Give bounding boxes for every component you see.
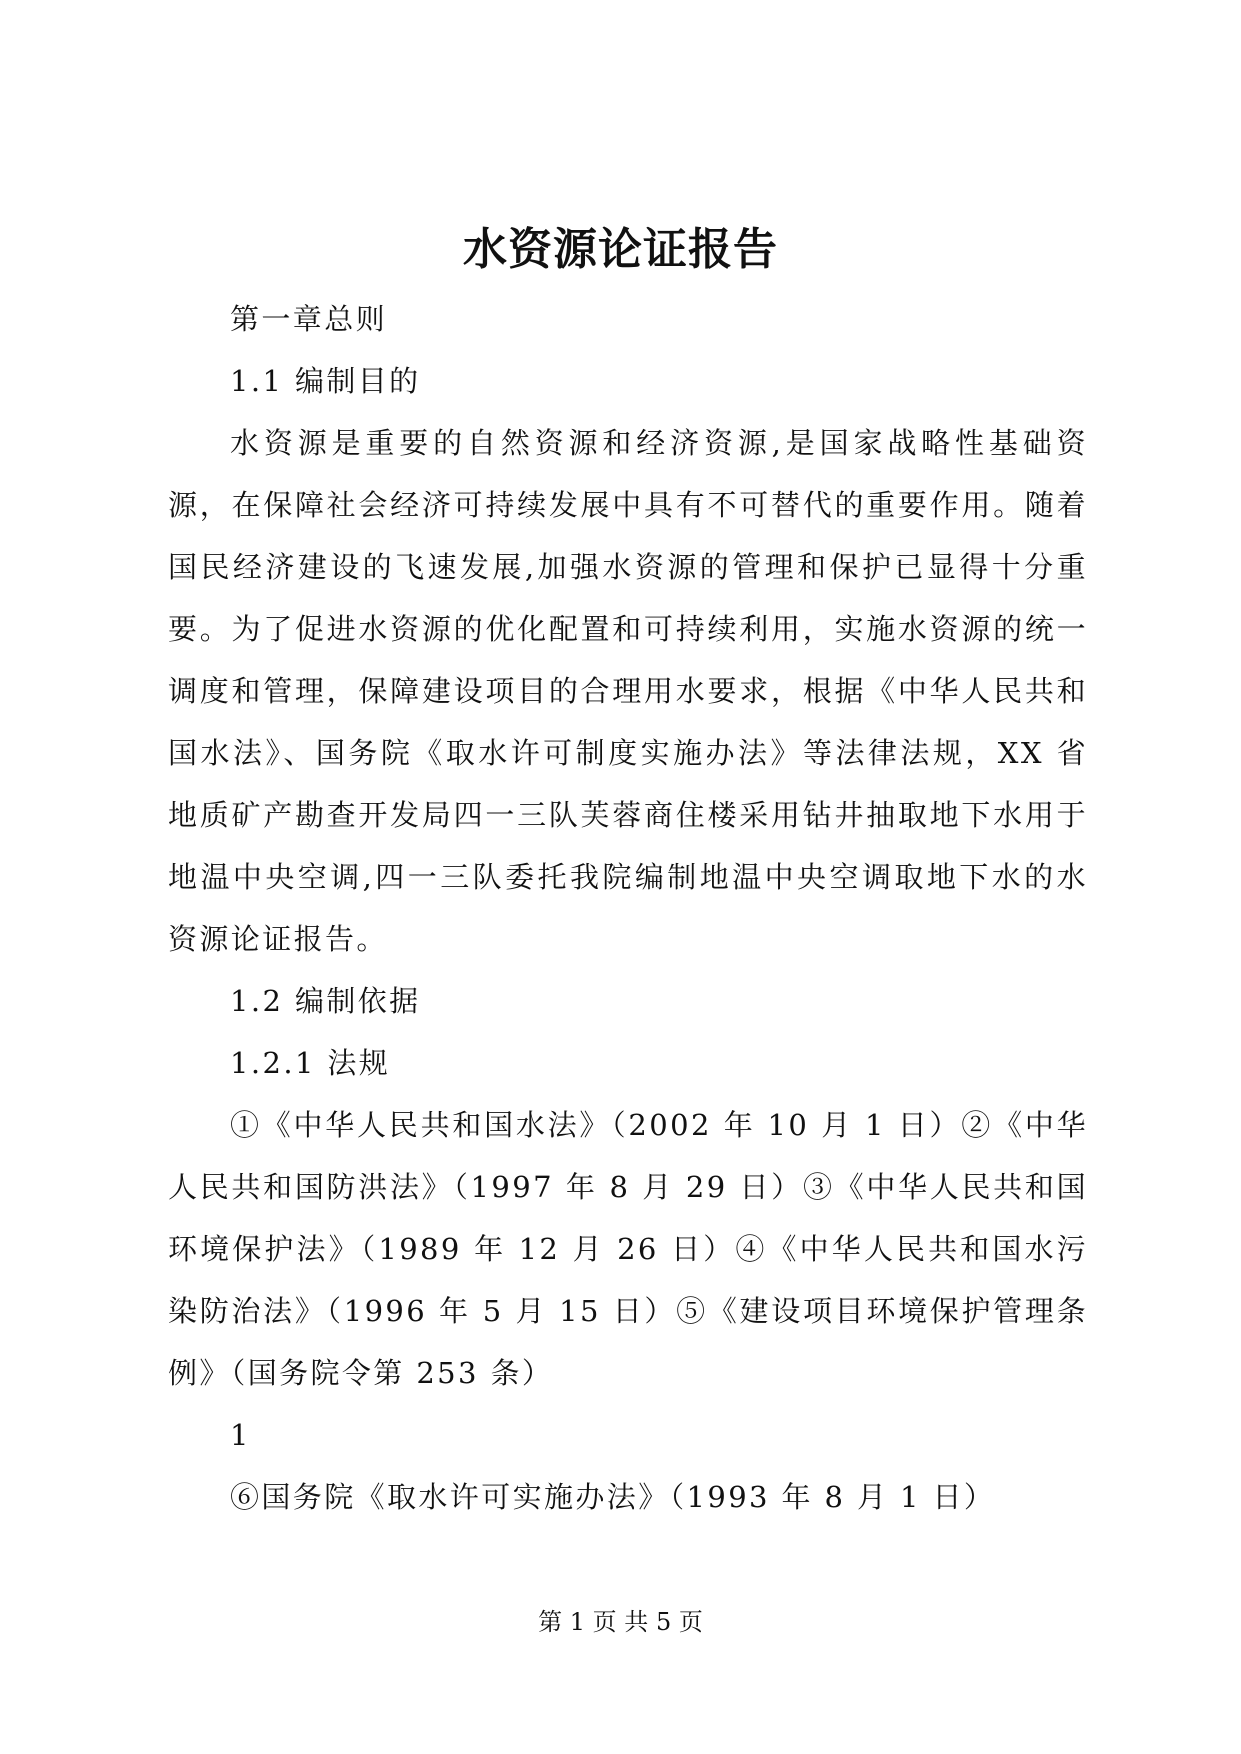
paragraph-regulation-6: ⑥国务院《取水许可实施办法》（1993 年 8 月 1 日） <box>230 1480 996 1514</box>
inline-page-number: 1 <box>230 1418 251 1452</box>
subsection-heading-1-2-1: 1.2.1 法规 <box>230 1046 391 1080</box>
section-heading-1-1: 1.1 编制目的 <box>230 364 421 398</box>
page-footer: 第 1 页 共 5 页 <box>538 1608 703 1636</box>
chapter-heading: 第一章总则 <box>230 302 388 336</box>
section-heading-1-2: 1.2 编制依据 <box>230 984 421 1018</box>
paragraph-regulations: ①《中华人民共和国水法》（2002 年 10 月 1 日）②《中华人民共和国防洪法》（1997 年 8 月 29 日）③《中华人民共和国环境保护法》（1989 年 12 月 26 日）④《中华人民共和国水污染防治法》（1996 年 5 月 15 日）⑤《建设项目环境保护管理条例》（国务院令第 253 条） <box>168 1108 1088 1390</box>
paragraph-purpose: 水资源是重要的自然资源和经济资源,是国家战略性基础资源，在保障社会经济可持续发展中具有不可替代的重要作用。随着国民经济建设的飞速发展,加强水资源的管理和保护已显得十分重要。为了促进水资源的优化配置和可持续利用，实施水资源的统一调度和管理，保障建设项目的合理用水要求，根据《中华人民共和国水法》、国务院《取水许可制度实施办法》等法律法规，XX 省地质矿产勘查开发局四一三队芙蓉商住楼采用钻井抽取地下水用于地温中央空调,四一三队委托我院编制地温中央空调取地下水的水资源论证报告。 <box>168 426 1088 956</box>
document-body <box>168 288 1088 1528</box>
document-title: 水资源论证报告 <box>463 224 778 275</box>
